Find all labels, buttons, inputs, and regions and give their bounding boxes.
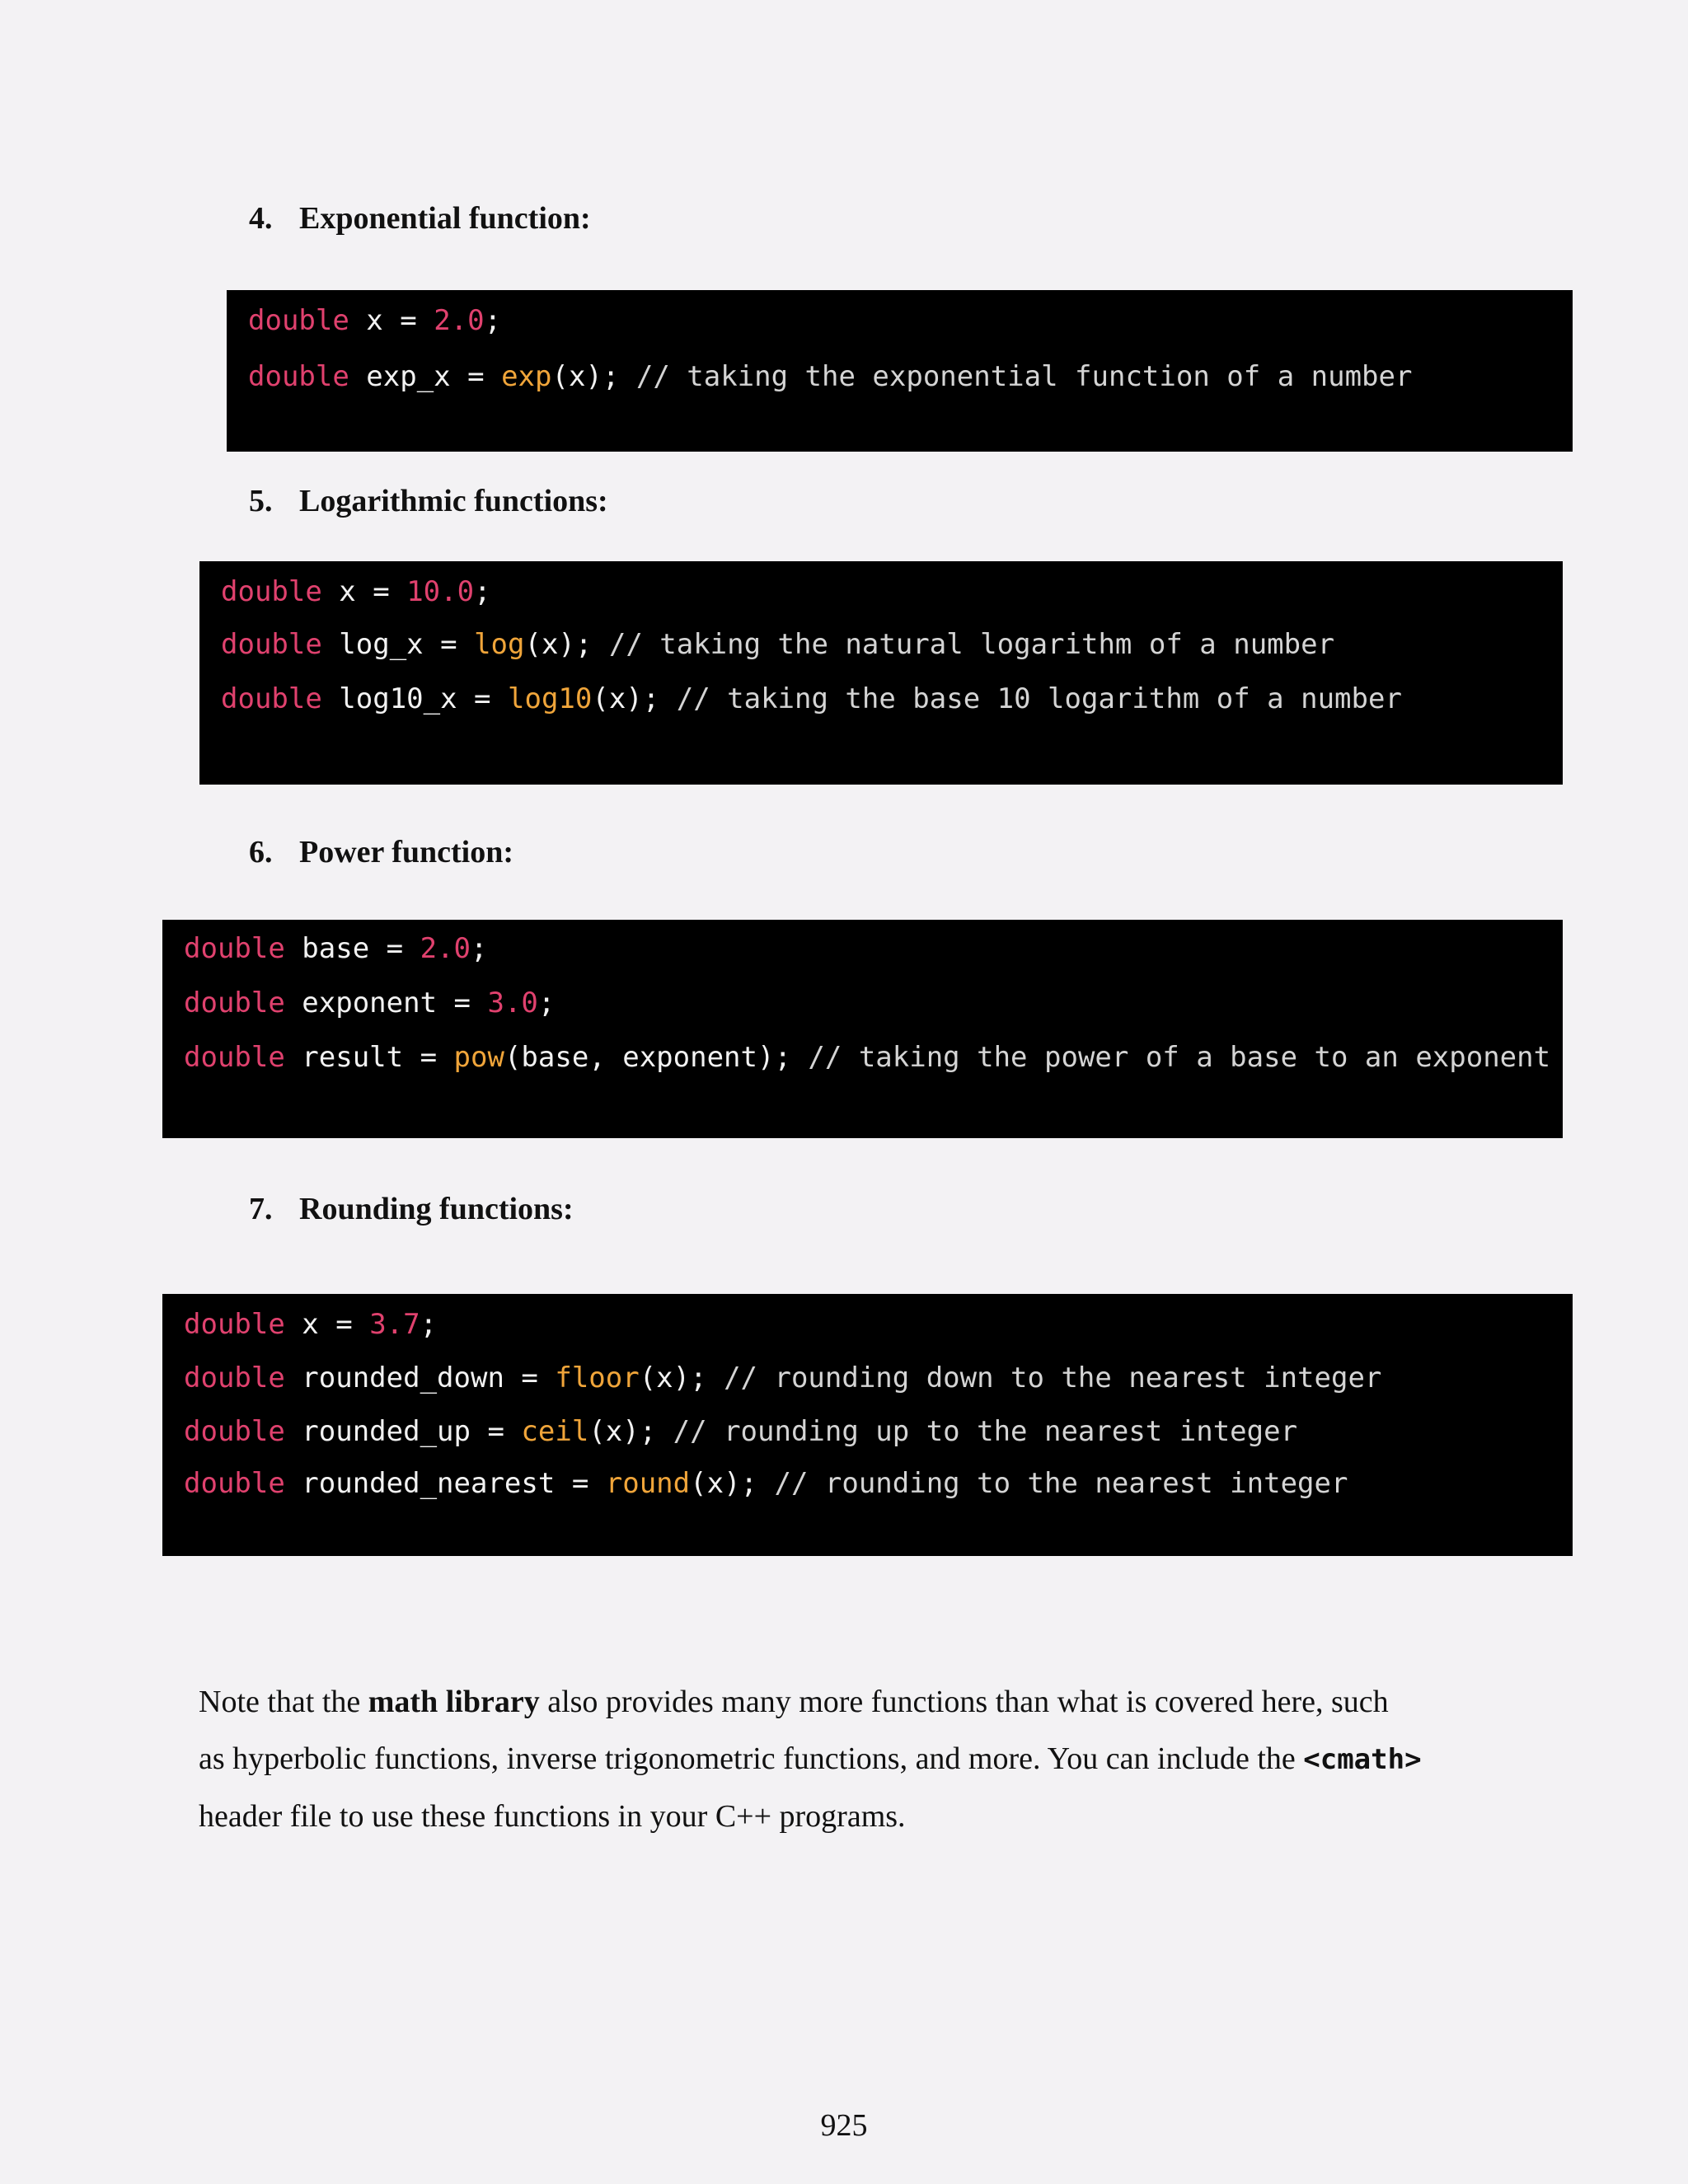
code-number: 2.0: [434, 304, 485, 337]
note-line-3: [199, 1788, 1501, 1845]
code-line: [184, 1465, 1348, 1502]
code-number: 10.0: [406, 575, 475, 608]
code-keyword: double: [248, 304, 349, 337]
note-code-cmath: <cmath>: [1303, 1743, 1422, 1776]
code-text: x =: [321, 575, 407, 608]
code-line: [184, 1039, 1550, 1076]
section-title: Exponential function:: [299, 201, 591, 236]
section-heading-4: [249, 199, 591, 237]
note-line-2: [199, 1731, 1501, 1788]
code-text: (x);: [592, 682, 677, 715]
section-number: 5.: [249, 484, 273, 518]
code-text: x =: [284, 1308, 370, 1341]
code-keyword: double: [184, 1041, 285, 1074]
code-keyword: double: [184, 987, 285, 1019]
code-text: ;: [474, 575, 491, 608]
code-keyword: double: [184, 1361, 285, 1394]
code-text: rounded_down =: [284, 1361, 556, 1394]
code-function: log: [474, 628, 525, 661]
code-line: [248, 302, 501, 339]
code-text: base =: [284, 932, 420, 965]
note-bold-math-library: math library: [368, 1685, 540, 1719]
page-number: 925: [820, 2108, 868, 2143]
code-block-rounding: [162, 1294, 1573, 1556]
code-text: x =: [349, 304, 434, 337]
code-line: [184, 930, 488, 967]
code-text: rounded_up =: [284, 1415, 522, 1448]
code-text: exp_x =: [349, 360, 502, 393]
code-function: pow: [453, 1041, 504, 1074]
code-text: (x);: [588, 1415, 673, 1448]
section-title: Power function:: [299, 835, 513, 869]
code-keyword: double: [248, 360, 349, 393]
code-line: [184, 1413, 1297, 1450]
note-paragraph: [199, 1674, 1501, 1845]
code-line: [184, 1360, 1381, 1396]
code-keyword: double: [221, 682, 322, 715]
code-text: (x);: [551, 360, 636, 393]
note-text: also provides many more functions than what is covered here, such: [539, 1685, 1389, 1719]
section-number: 6.: [249, 835, 273, 869]
code-comment: // rounding to the nearest integer: [774, 1467, 1348, 1500]
code-text: ;: [537, 987, 556, 1019]
note-line-1: [199, 1674, 1501, 1731]
code-text: ;: [484, 304, 502, 337]
section-title: Rounding functions:: [299, 1192, 574, 1226]
code-keyword: double: [184, 1308, 285, 1341]
note-text: as hyperbolic functions, inverse trigonometric functions, and more. You can include the: [199, 1741, 1304, 1776]
code-text: log10_x =: [321, 682, 508, 715]
code-block-logarithmic: [199, 561, 1563, 785]
code-number: 3.7: [369, 1308, 420, 1341]
section-number: 7.: [249, 1192, 273, 1226]
note-text: Note that the: [199, 1685, 368, 1719]
code-function: exp: [501, 360, 552, 393]
code-comment: // rounding up to the nearest integer: [673, 1415, 1298, 1448]
code-comment: // taking the power of a base to an exponent: [808, 1041, 1551, 1074]
code-text: log_x =: [321, 628, 475, 661]
code-line: [184, 985, 555, 1021]
code-text: result =: [284, 1041, 454, 1074]
note-text: header file to use these functions in your C++ programs.: [199, 1799, 906, 1834]
code-function: round: [605, 1467, 691, 1500]
code-text: (x);: [639, 1361, 724, 1394]
code-line: [184, 1306, 437, 1343]
code-keyword: double: [221, 628, 322, 661]
code-keyword: double: [184, 1467, 285, 1500]
section-number: 4.: [249, 201, 273, 236]
code-keyword: double: [221, 575, 322, 608]
code-text: ;: [420, 1308, 438, 1341]
code-comment: // taking the natural logarithm of a number: [608, 628, 1335, 661]
code-number: 3.0: [487, 987, 538, 1019]
section-title: Logarithmic functions:: [299, 484, 608, 518]
code-text: (base, exponent);: [504, 1041, 809, 1074]
code-line: [221, 626, 1334, 663]
code-keyword: double: [184, 1415, 285, 1448]
code-text: ;: [471, 932, 488, 965]
code-comment: // taking the base 10 logarithm of a number: [676, 682, 1402, 715]
code-text: (x);: [524, 628, 609, 661]
section-heading-7: [249, 1190, 574, 1228]
code-block-exponential: [227, 290, 1573, 452]
code-number: 2.0: [420, 932, 471, 965]
code-block-power: [162, 920, 1563, 1138]
code-keyword: double: [184, 932, 285, 965]
code-function: log10: [508, 682, 593, 715]
code-line: [248, 359, 1412, 395]
section-heading-5: [249, 482, 608, 520]
section-heading-6: [249, 833, 513, 871]
code-text: (x);: [690, 1467, 775, 1500]
code-function: floor: [555, 1361, 640, 1394]
code-line: [221, 681, 1402, 717]
code-text: rounded_nearest =: [284, 1467, 606, 1500]
code-comment: // rounding down to the nearest integer: [724, 1361, 1382, 1394]
code-line: [221, 574, 491, 610]
code-function: ceil: [521, 1415, 589, 1448]
code-comment: // taking the exponential function of a number: [635, 360, 1413, 393]
code-text: exponent =: [284, 987, 488, 1019]
